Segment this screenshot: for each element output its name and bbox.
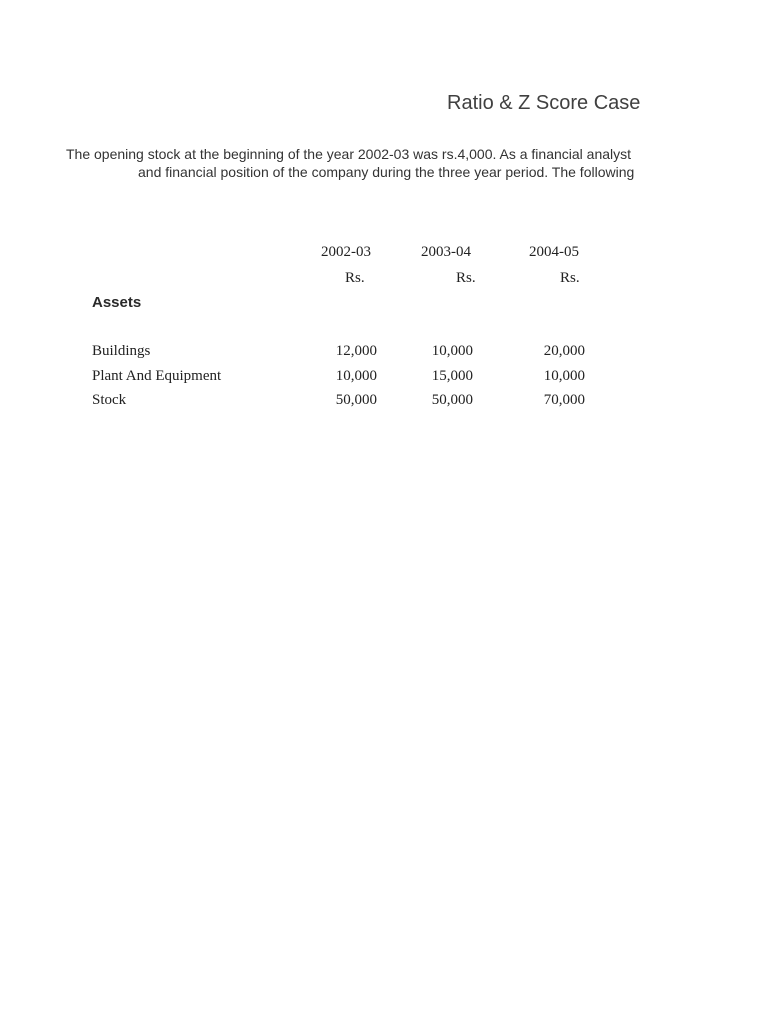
column-unit-1: Rs.	[345, 270, 365, 286]
column-unit-3: Rs.	[560, 270, 580, 286]
intro-line-1: The opening stock at the beginning of the year 2002-03 was rs.4,000. As a financial analyst	[66, 146, 632, 162]
column-year-2004-05: 2004-05	[529, 244, 579, 260]
row-value-2003-04: 10,000	[431, 343, 473, 359]
column-year-2002-03: 2002-03	[321, 244, 371, 260]
row-value-2002-03: 10,000	[335, 368, 377, 384]
row-label: Stock	[92, 392, 127, 408]
row-label: Buildings	[92, 343, 151, 359]
row-value-2003-04: 15,000	[431, 368, 473, 384]
column-year-2003-04: 2003-04	[421, 244, 471, 260]
row-value-2004-05: 20,000	[543, 343, 585, 359]
row-value-2002-03: 50,000	[335, 392, 377, 408]
intro-line-2: and financial position of the company during the three year period. The following	[138, 164, 635, 180]
table-row	[0, 368, 670, 390]
row-value-2003-04: 50,000	[431, 392, 473, 408]
row-label: Plant And Equipment	[92, 368, 222, 384]
table-row	[0, 392, 670, 414]
document-title: Ratio & Z Score Case	[447, 92, 641, 114]
row-value-2002-03: 12,000	[335, 343, 377, 359]
row-value-2004-05: 10,000	[543, 368, 585, 384]
section-heading-assets: Assets	[92, 294, 142, 311]
column-unit-2: Rs.	[456, 270, 476, 286]
row-value-2004-05: 70,000	[543, 392, 585, 408]
table-row	[0, 343, 670, 365]
